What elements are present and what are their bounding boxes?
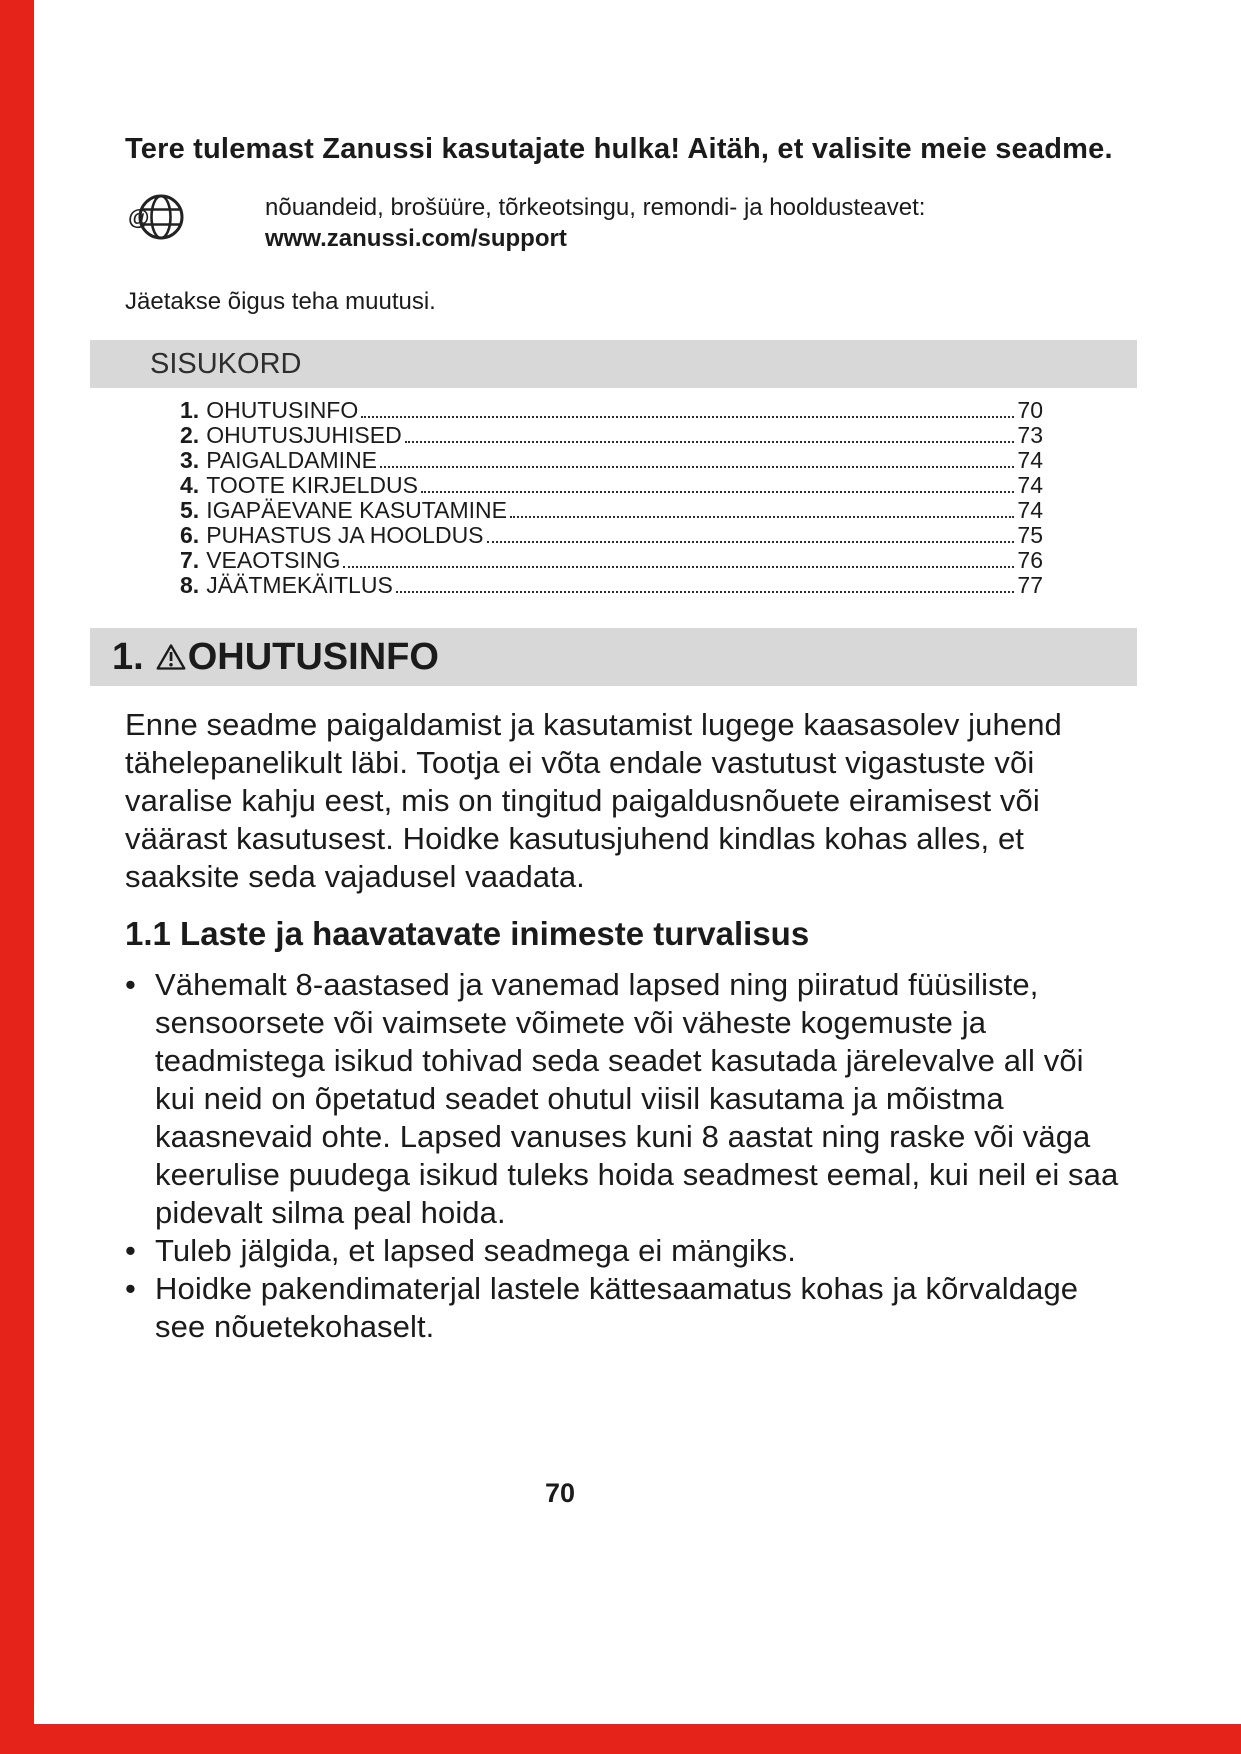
support-info-row — [125, 186, 1131, 254]
toc-leader-dots — [396, 591, 1015, 593]
toc-leader-dots — [380, 466, 1014, 468]
page-border-bottom — [0, 1724, 1241, 1754]
toc-entry-page: 76 — [1017, 547, 1043, 573]
toc-entry-number: 5. — [180, 497, 200, 523]
list-item — [125, 1232, 1131, 1270]
svg-text:@: @ — [128, 205, 150, 230]
toc-entry-label: OHUTUSJUHISED — [206, 422, 402, 448]
section-title: OHUTUSINFO — [187, 636, 439, 678]
toc-leader-dots — [487, 541, 1015, 543]
toc-entry-label: IGAPÄEVANE KASUTAMINE — [206, 497, 507, 523]
toc-entry-number: 7. — [180, 547, 200, 573]
list-item — [125, 1270, 1131, 1346]
bullet-list — [125, 966, 1131, 1346]
toc-entry — [180, 473, 1043, 498]
support-url: www.zanussi.com/support — [265, 225, 567, 252]
bullet-marker: • — [125, 1271, 136, 1306]
toc-entry-number: 8. — [180, 572, 200, 598]
toc-entry-number: 2. — [180, 422, 200, 448]
toc-leader-dots — [421, 491, 1014, 493]
toc-entry-page: 73 — [1017, 422, 1043, 448]
table-of-contents — [125, 398, 1131, 598]
toc-entry-label: VEAOTSING — [206, 547, 341, 573]
rights-note: Jäetakse õigus teha muutusi. — [125, 288, 436, 315]
bullet-marker: • — [125, 967, 136, 1002]
toc-entry — [180, 523, 1043, 548]
toc-entry-page: 74 — [1017, 447, 1043, 473]
support-text: nõuandeid, brošüüre, tõrkeotsingu, remondi- ja hooldusteavet: — [265, 194, 926, 221]
toc-leader-dots — [510, 516, 1014, 518]
toc-entry-page: 70 — [1017, 397, 1043, 423]
toc-entry — [180, 548, 1043, 573]
toc-entry-number: 4. — [180, 472, 200, 498]
support-text-block — [265, 186, 925, 254]
list-item — [125, 966, 1131, 1232]
toc-entry-page: 74 — [1017, 497, 1043, 523]
toc-entry — [180, 448, 1043, 473]
list-item-text: Tuleb jälgida, et lapsed seadmega ei mängiks. — [155, 1233, 796, 1268]
list-item-text: Vähemalt 8-aastased ja vanemad lapsed ning piiratud füüsiliste, sensoorsete või vaimsete võimete või väheste kogemuste ja teadmistega isikud tohivad seda seadet kasutada järelevalve all või kui neid on õpetatud seadet ohutul viisil kasutama ja mõistma kaasnevaid ohte. Lapsed vanuses kuni 8 aastat ning raske või väga keerulise puudega isikud tuleks hoida seadmest eemal, kui neil ei saa pidevalt silma peal hoida. — [155, 967, 1119, 1230]
toc-entry — [180, 498, 1043, 523]
page-content — [112, 130, 1131, 1346]
toc-entry — [180, 423, 1043, 448]
toc-entry-label: TOOTE KIRJELDUS — [206, 472, 418, 498]
subsection-title: 1.1 Laste ja haavatavate inimeste turvalisus — [125, 915, 810, 952]
toc-entry-page: 74 — [1017, 472, 1043, 498]
page-number: 70 — [544, 1478, 576, 1508]
section-number: 1. — [112, 636, 144, 678]
warning-triangle-icon — [156, 643, 186, 671]
toc-entry — [180, 573, 1043, 598]
toc-entry-number: 3. — [180, 447, 200, 473]
toc-entry-label: PUHASTUS JA HOOLDUS — [206, 522, 484, 548]
toc-leader-dots — [361, 416, 1014, 418]
toc-entry-page: 75 — [1017, 522, 1043, 548]
section-intro-paragraph: Enne seadme paigaldamist ja kasutamist lugege kaasasolev juhend tähelepanelikult läbi. Tootja ei võta endale vastutust vigastuste või varalise kahju eest, mis on tingitud paigaldusnõuete eiramisest või väärast kasutusest. Hoidke kasutusjuhend kindlas kohas alles, et saaksite seda vajadusel vaadata. — [125, 707, 1062, 894]
toc-entry-label: OHUTUSINFO — [206, 397, 359, 423]
globe-at-icon — [127, 186, 189, 248]
toc-entry-label: JÄÄTMEKÄITLUS — [206, 572, 393, 598]
toc-entry-number: 1. — [180, 397, 200, 423]
welcome-heading: Tere tulemast Zanussi kasutajate hulka! Aitäh, et valisite meie seadme. — [125, 133, 1113, 165]
list-item-text: Hoidke pakendimaterjal lastele kättesaamatus kohas ja kõrvaldage see nõuetekohaselt. — [155, 1271, 1079, 1344]
bullet-marker: • — [125, 1233, 136, 1268]
toc-leader-dots — [343, 566, 1014, 568]
toc-header-bar — [90, 340, 1137, 388]
toc-entry-page: 77 — [1017, 572, 1043, 598]
toc-leader-dots — [405, 441, 1015, 443]
toc-entry — [180, 398, 1043, 423]
section-heading-bar — [90, 628, 1137, 686]
toc-title: SISUKORD — [150, 348, 302, 380]
toc-entry-label: PAIGALDAMINE — [206, 447, 378, 473]
toc-entry-number: 6. — [180, 522, 200, 548]
